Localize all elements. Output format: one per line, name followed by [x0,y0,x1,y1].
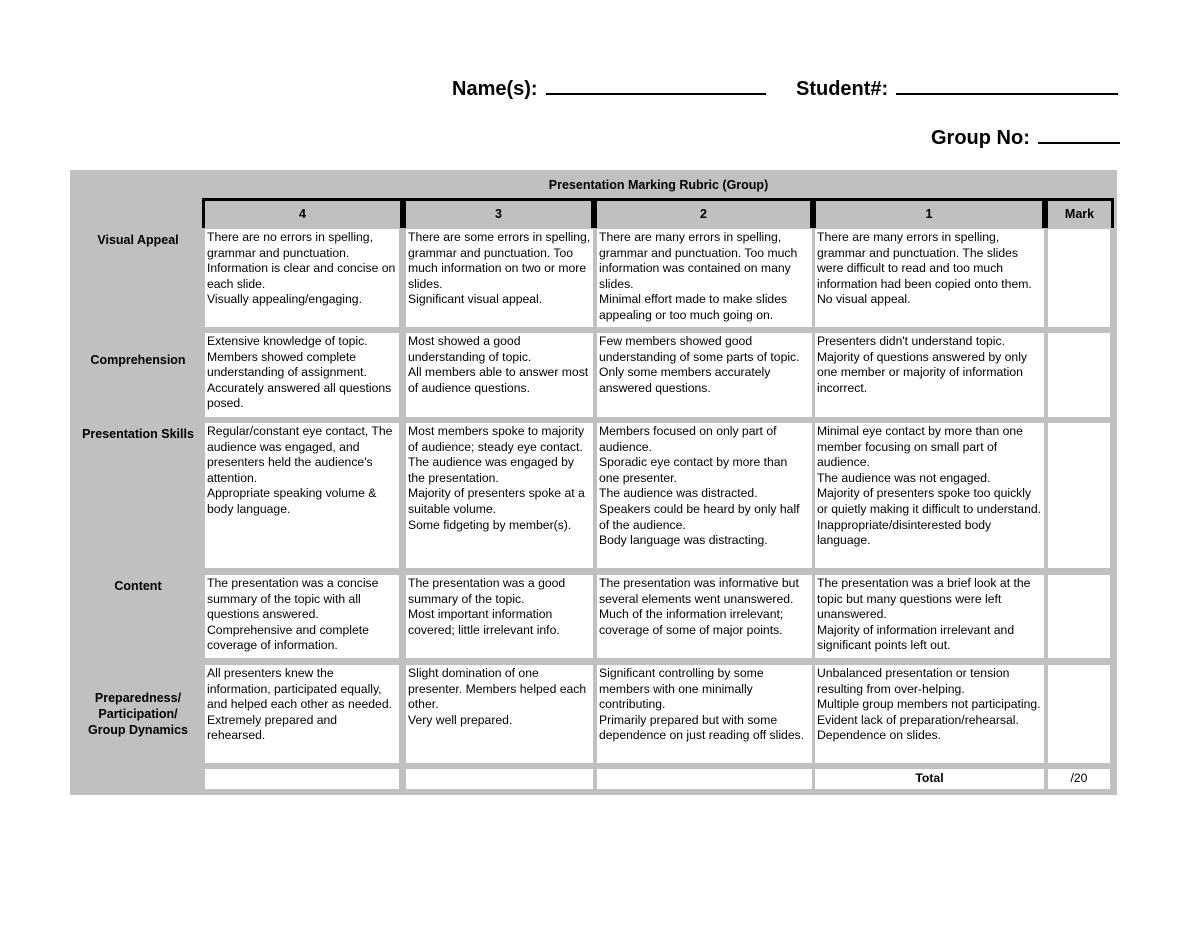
cell-comprehension-2: Few members showed good understanding of some parts of topic. Only some members accurately answered questions. [597,333,812,417]
column-header-2: 2 [594,198,813,228]
rubric-title: Presentation Marking Rubric (Group) [548,178,769,192]
row-label-content: Content [114,579,162,593]
cell-visual-appeal-3: There are some errors in spelling, grammar and punctuation. Too much information on two or more slides. Significant visual appeal. [406,229,593,327]
row-label-preparedness: Preparedness/ Participation/ Group Dynamics [87,691,189,737]
column-header-4: 4 [202,198,403,228]
cell-content-1: The presentation was a brief look at the topic but many questions were left unanswered. Majority of information irrelevant and significant points left out. [815,575,1044,658]
cell-comprehension-4: Extensive knowledge of topic. Members showed complete understanding of assignment. Accurately answered all questions posed. [205,333,399,417]
cell-visual-appeal-4: There are no errors in spelling, grammar and punctuation. Information is clear and concise on each slide. Visually appealing/engaging. [205,229,399,327]
names-field [452,78,766,101]
cell-preparedness-1: Unbalanced presentation or tension resulting from over-helping. Multiple group members not participating. Evident lack of preparation/rehearsal. Dependence on slides. [815,665,1044,763]
row-label-comprehension: Comprehension [90,353,186,367]
student-number-label: Student#: [796,78,889,100]
names-label: Name(s): [452,78,538,100]
cell-presentation-skills-1: Minimal eye contact by more than one member focusing on small part of audience. The audience was not engaged. Majority of presenters spoke too quickly or quietly making it difficult to understand. Inappropriate/disinterested body language. [815,423,1044,568]
cell-comprehension-1: Presenters didn't understand topic. Majority of questions answered by only one member or majority of information incorrect. [815,333,1044,417]
total-label: Total [815,769,1044,789]
row-label-visual-appeal: Visual Appeal [97,233,179,247]
cell-preparedness-3: Slight domination of one presenter. Members helped each other. Very well prepared. [406,665,593,763]
column-header-mark: Mark [1045,198,1114,228]
column-header-1: 1 [813,198,1045,228]
cell-presentation-skills-3: Most members spoke to majority of audience; steady eye contact. The audience was engaged by the presentation. Majority of presenters spoke at a suitable volume. Some fidgeting by member(s). [406,423,593,568]
cell-content-4: The presentation was a concise summary of the topic with all questions answered. Comprehensive and complete coverage of information. [205,575,399,658]
cell-visual-appeal-2: There are many errors in spelling, grammar and punctuation. Too much information was contained on many slides. Minimal effort made to make slides appealing or too much going on. [597,229,812,327]
student-number-blank-line[interactable] [896,92,1118,95]
group-number-blank-line[interactable] [1038,141,1120,144]
mark-cell-visual-appeal[interactable] [1048,229,1110,327]
row-label-presentation-skills: Presentation Skills [82,427,194,441]
cell-comprehension-3: Most showed a good understanding of topic. All members able to answer most of audience questions. [406,333,593,417]
total-row-blank-3 [406,769,593,789]
cell-preparedness-2: Significant controlling by some members with one minimally contributing. Primarily prepared but with some dependence on just reading off slides. [597,665,812,763]
cell-content-2: The presentation was informative but several elements went unanswered. Much of the information irrelevant; coverage of some of major points. [597,575,812,658]
cell-preparedness-4: All presenters knew the information, participated equally, and helped each other as needed. Extremely prepared and rehearsed. [205,665,399,763]
total-row-blank-2 [597,769,812,789]
mark-cell-comprehension[interactable] [1048,333,1110,417]
total-row-blank-4 [205,769,399,789]
mark-cell-preparedness[interactable] [1048,665,1110,763]
cell-content-3: The presentation was a good summary of the topic. Most important information covered; little irrelevant info. [406,575,593,658]
group-number-field [931,127,1120,150]
cell-visual-appeal-1: There are many errors in spelling, grammar and punctuation. The slides were difficult to read and too much information had been copied onto them. No visual appeal. [815,229,1044,327]
group-number-label: Group No: [931,127,1030,149]
student-number-field [796,78,1118,101]
cell-presentation-skills-2: Members focused on only part of audience. Sporadic eye contact by more than one presenter. The audience was distracted. Speakers could be heard by only half of the audience. Body language was distracting. [597,423,812,568]
mark-cell-presentation-skills[interactable] [1048,423,1110,568]
cell-presentation-skills-4: Regular/constant eye contact, The audience was engaged, and presenters held the audience's attention. Appropriate speaking volume & body language. [205,423,399,568]
names-blank-line[interactable] [546,92,766,95]
mark-cell-content[interactable] [1048,575,1110,658]
total-mark-cell[interactable]: /20 [1048,769,1110,789]
marking-rubric-table [70,170,1117,795]
column-header-3: 3 [403,198,594,228]
